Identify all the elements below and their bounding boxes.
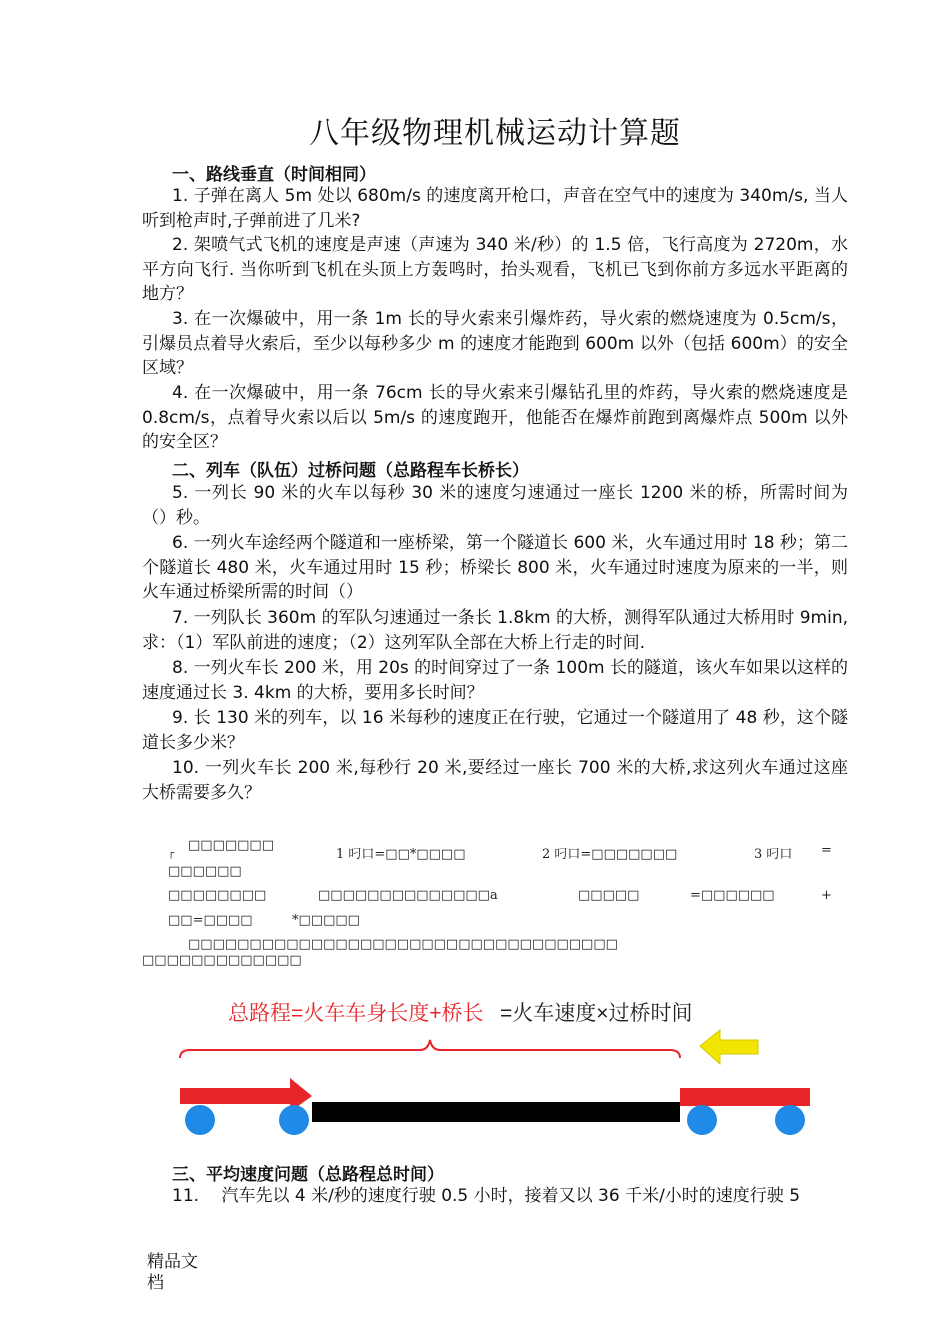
- garbled-text: +: [821, 888, 832, 903]
- garbled-text: =□□□□□□: [690, 888, 775, 903]
- problem-2: 2. 架喷气式飞机的速度是声速（声速为 340 米/秒）的 1.5 倍，飞行高度为 2720m，水平方向飞行. 当你听到飞机在头顶上方轰鸣时，抬头观看，飞机已飞到你前方多远水平距离的地方？: [142, 235, 848, 305]
- garbled-text: =: [821, 843, 832, 858]
- section-heading-1: 一、路线垂直（时间相同）: [172, 165, 376, 185]
- garbled-text: 3 叼口: [754, 847, 793, 862]
- wheel-icon: [279, 1105, 309, 1135]
- train-bridge-diagram: [172, 992, 820, 1142]
- formula-black-text: =火车速度×过桥时间: [500, 1002, 693, 1025]
- problem-7: 7. 一列队长 360m 的军队匀速通过一条长 1.8km 的大桥，测得军队通过大桥用时 9min, 求：（1）军队前进的速度；（2）这列军队全部在大桥上行走的时间.: [142, 608, 848, 653]
- garbled-text: ┌: [168, 848, 175, 859]
- problem-6: 6. 一列火车途经两个隧道和一座桥梁，第一个隧道长 600 米，火车通过用时 18 秒；第二个隧道长 480 米，火车通过用时 15 秒；桥梁长 800 米，火车通过时速度为原来的一半，则火车通过桥梁所需的时间（）: [142, 533, 848, 603]
- wheel-icon: [775, 1105, 805, 1135]
- garbled-text: 2 叼口=□□□□□□□: [542, 847, 678, 862]
- brace-icon: [180, 1040, 680, 1058]
- garbled-text: □□□□□: [578, 888, 640, 903]
- formula-red-text: 总路程=火车车身长度+桥长: [228, 1002, 484, 1025]
- wheel-icon: [687, 1105, 717, 1135]
- problem-9: 9. 长 130 米的列车，以 16 米每秒的速度正在行驶，它通过一个隧道用了 48 秒，这个隧道长多少米？: [142, 708, 848, 753]
- garbled-text: □□□□□□: [168, 864, 242, 879]
- wheel-icon: [185, 1105, 215, 1135]
- train-right: [680, 1088, 810, 1106]
- page-title: 八年级物理机械运动计算题: [309, 116, 681, 151]
- garbled-text: □□=□□□□: [168, 913, 253, 928]
- problem-8: 8. 一列火车长 200 米，用 20s 的时间穿过了一条 100m 长的隧道，该火车如果以这样的速度通过长 3. 4km 的大桥，要用多长时间？: [142, 658, 848, 703]
- problem-4: 4. 在一次爆破中，用一条 76cm 长的导火索来引爆钻孔里的炸药，导火索的燃烧速度是 0.8cm/s，点着导火索以后以 5m/s 的速度跑开，他能否在爆炸前跑到离爆炸点 500m 以外的安全区？: [142, 383, 848, 453]
- problem-3: 3. 在一次爆破中，用一条 1m 长的导火索来引爆炸药，导火索的燃烧速度为 0.5cm/s，引爆员点着导火索后，至少以每秒多少 m 的速度才能跑到 600m 以外（包括 600m）的安全区域？: [142, 309, 848, 379]
- garbled-text: □□□□□□□□□□□□□□□□□□□□□□□□□□□□□□□□□□□: [188, 937, 618, 952]
- garbled-text: *□□□□□: [292, 913, 360, 928]
- problem-11: 11. 汽车先以 4 米/秒的速度行驶 0.5 小时，接着又以 36 千米/小时的速度行驶 5: [172, 1186, 801, 1206]
- bridge: [312, 1102, 680, 1122]
- garbled-text: □□□□□□□□□□□□□□a: [318, 888, 498, 903]
- train-left: [180, 1088, 298, 1104]
- garbled-text: □□□□□□□: [188, 838, 274, 853]
- garbled-text: 1 叼口=□□*□□□□: [336, 847, 466, 862]
- problem-5: 5. 一列长 90 米的火车以每秒 30 米的速度匀速通过一座长 1200 米的桥，所需时间为（）秒。: [142, 483, 848, 528]
- garbled-text: □□□□□□□□: [168, 888, 267, 903]
- problem-1: 1. 子弹在离人 5m 处以 680m/s 的速度离开枪口，声音在空气中的速度为 340m/s, 当人听到枪声时,子弹前进了几米?: [142, 186, 848, 231]
- garbled-text: □□□□□□□□□□□□□: [142, 953, 302, 968]
- arrow-left-icon: [700, 1030, 758, 1064]
- footer-label: 精品文档: [147, 1252, 198, 1293]
- section-heading-2: 二、列车（队伍）过桥问题（总路程车长桥长）: [172, 461, 529, 481]
- problem-10: 10. 一列火车长 200 米,每秒行 20 米,要经过一座长 700 米的大桥,求这列火车通过这座大桥需要多久？: [142, 758, 848, 803]
- section-heading-3: 三、平均速度问题（总路程总时间）: [172, 1165, 444, 1185]
